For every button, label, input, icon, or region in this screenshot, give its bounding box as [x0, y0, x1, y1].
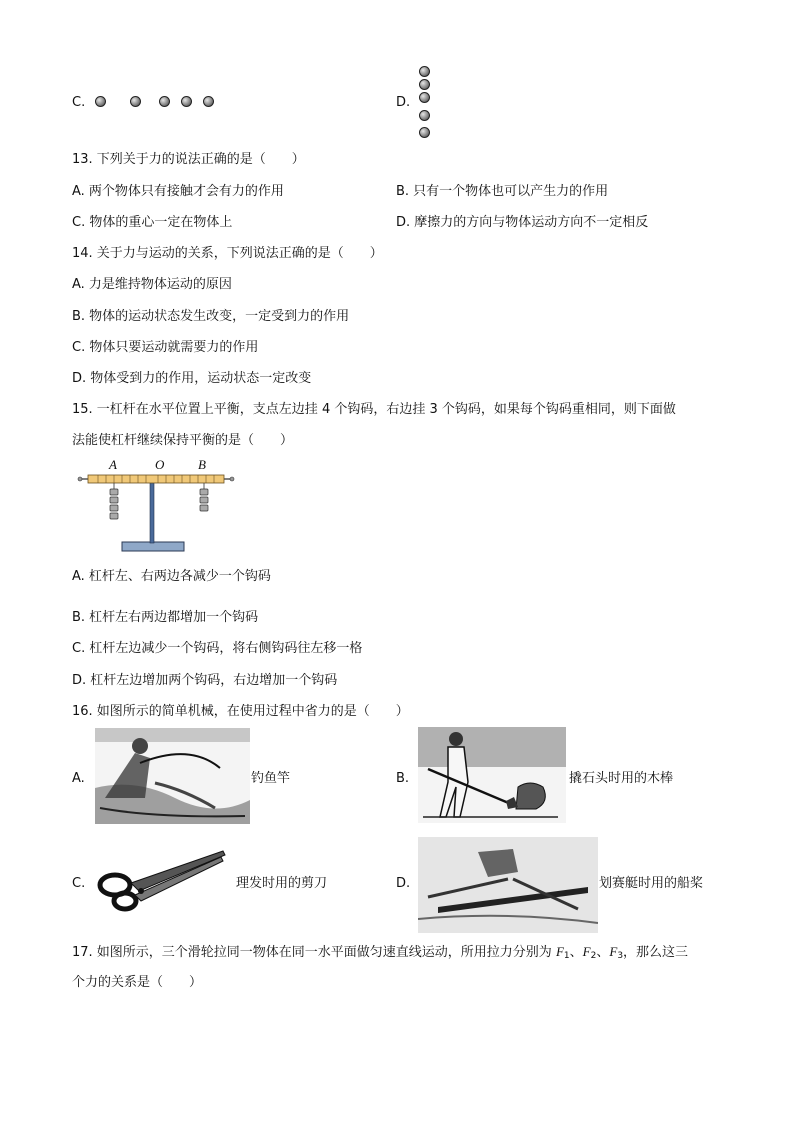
lever-figure [76, 458, 236, 554]
ball-icon [419, 127, 430, 138]
scissors-picture [95, 847, 227, 913]
q16-stem: 16. 如图所示的简单机械，在使用过程中省力的是（ ） [72, 704, 409, 719]
lever-label-o: O [155, 457, 165, 472]
ball-icon [159, 96, 170, 107]
q16-option-a-caption: 钓鱼竿 [251, 771, 291, 786]
q16-option-b-label: B. [396, 771, 410, 786]
q13-stem: 13. 下列关于力的说法正确的是（ ） [72, 152, 305, 167]
q14-option-b: B. 物体的运动状态发生改变，一定受到力的作用 [72, 309, 350, 324]
force-subscript: 3 [617, 951, 624, 961]
force-symbol: F [582, 944, 591, 959]
force-subscript: 1 [563, 951, 570, 961]
ball-icon [181, 96, 192, 107]
q15-option-d: D. 杠杆左边增加两个钩码，右边增加一个钩码 [72, 673, 338, 688]
q15-option-a: A. 杠杆左、右两边各减少一个钩码 [72, 569, 271, 584]
q17-stem-text: 17. 如图所示，三个滑轮拉同一物体在同一水平面做匀速直线运动，所用拉力分别为 [72, 945, 556, 960]
q14-option-c: C. 物体只要运动就需要力的作用 [72, 340, 259, 355]
ball-icon [419, 110, 430, 121]
q15-option-b: B. 杠杆左右两边都增加一个钩码 [72, 610, 259, 625]
q15-stem-line2: 法能使杠杆继续保持平衡的是（ ） [72, 433, 294, 448]
lever-label-a: A [109, 457, 117, 472]
ball-icon [419, 66, 430, 77]
q13-option-c: C. 物体的重心一定在物体上 [72, 215, 233, 230]
ball-icon [203, 96, 214, 107]
ball-icon [130, 96, 141, 107]
q16-option-c-label: C. [72, 876, 86, 891]
q15-option-c: C. 杠杆左边减少一个钩码，将右侧钩码往左移一格 [72, 641, 363, 656]
separator: 、 [596, 945, 610, 960]
force-symbol: F [555, 944, 564, 959]
q16-option-a-label: A. [72, 771, 85, 786]
q14-option-d: D. 物体受到力的作用，运动状态一定改变 [72, 371, 312, 386]
q12-option-c-label: C. [72, 95, 86, 110]
q13-option-a: A. 两个物体只有接触才会有力的作用 [72, 184, 284, 199]
rowing-oar-picture [418, 837, 598, 933]
q16-option-c-caption: 理发时用的剪刀 [236, 876, 328, 891]
lever-label-b: B [198, 457, 206, 472]
q17-stem-line1 [72, 943, 688, 965]
q14-stem: 14. 关于力与运动的关系，下列说法正确的是（ ） [72, 246, 383, 261]
crowbar-picture [418, 727, 566, 823]
ball-icon [419, 92, 430, 103]
q13-option-b: B. 只有一个物体也可以产生力的作用 [396, 184, 609, 199]
ball-icon [419, 79, 430, 90]
q12-option-d-label: D. [396, 95, 411, 110]
ball-icon [95, 96, 106, 107]
q16-option-b-caption: 撬石头时用的木棒 [569, 771, 674, 786]
q17-stem-tail: ，那么这三 [623, 945, 689, 960]
q14-option-a: A. 力是维持物体运动的原因 [72, 277, 232, 292]
fishing-rod-picture [95, 728, 250, 824]
q16-option-d-label: D. [396, 876, 411, 891]
separator: 、 [569, 945, 583, 960]
q13-option-d: D. 摩擦力的方向与物体运动方向不一定相反 [396, 215, 649, 230]
force-symbol: F [609, 944, 618, 959]
q17-stem-line2: 个力的关系是（ ） [72, 975, 203, 990]
q15-stem-line1: 15. 一杠杆在水平位置上平衡，支点左边挂 4 个钩码，右边挂 3 个钩码，如果每个钩码重相同，则下面做 [72, 402, 676, 417]
q16-option-d-caption: 划赛艇时用的船桨 [599, 876, 704, 891]
force-subscript: 2 [590, 951, 597, 961]
